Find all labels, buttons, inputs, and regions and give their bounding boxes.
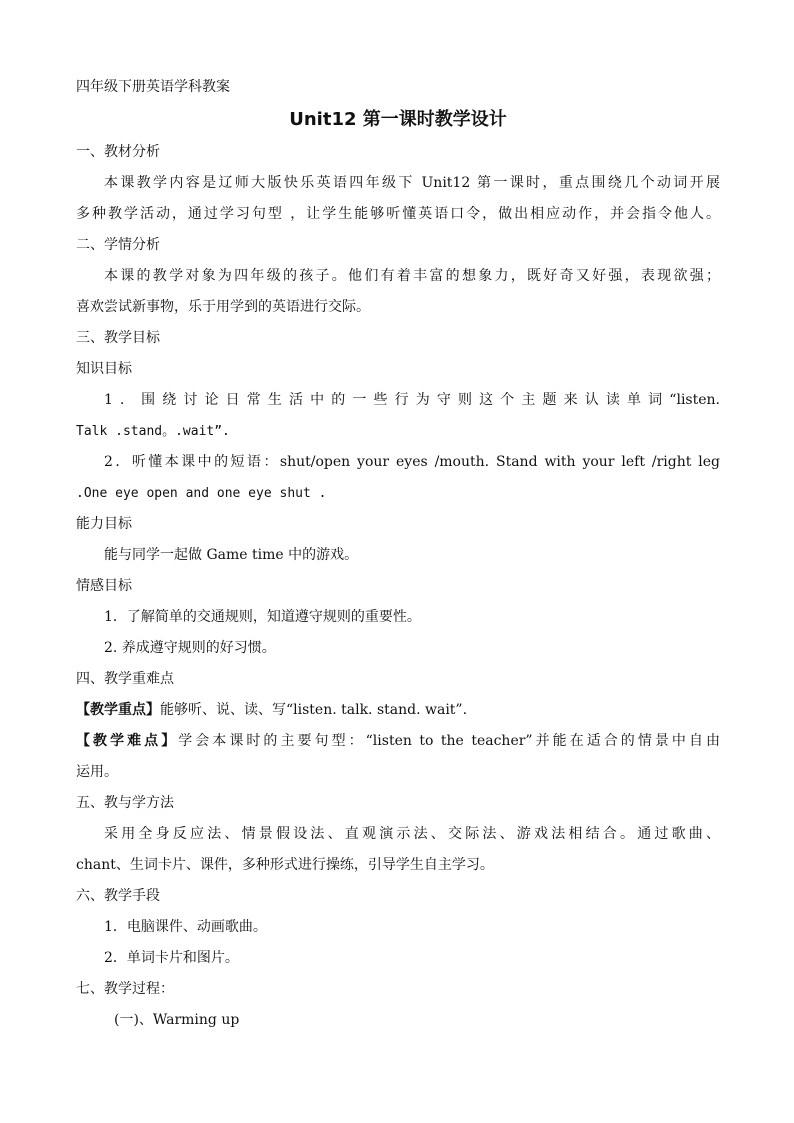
- section-heading-students: 二、学情分析: [76, 237, 160, 253]
- document-title: Unit12 第一课时教学设计: [289, 109, 507, 130]
- document-page: [76, 72, 720, 1036]
- emotion-item-2: 2. 养成遵守规则的好习惯。: [104, 640, 276, 656]
- paragraph-students-1: 本课的教学对象为四年级的孩子。他们有着丰富的想象力，既好奇又好强，表现欲强；: [104, 268, 720, 284]
- knowledge-item-1a: 1．围绕讨论日常生活中的一些行为守则这个主题来认读单词“listen.: [104, 392, 720, 408]
- means-item-1: 1．电脑课件、动画歌曲。: [104, 919, 267, 935]
- paragraph-methods-2: chant、生词卡片、课件，多种形式进行操练，引导学生自主学习。: [76, 857, 494, 873]
- knowledge-item-2b: .One eye open and one eye shut .: [76, 486, 327, 501]
- difficulty-label: 【教学难点】: [76, 733, 179, 749]
- paragraph-students-2: 喜欢尝试新事物，乐于用学到的英语进行交际。: [76, 299, 370, 315]
- key-point-text: 能够听、说、读、写“listen. talk. stand. wait”.: [160, 702, 468, 718]
- knowledge-item-1b: Talk .stand。.wait”.: [76, 424, 230, 439]
- paragraph-methods-1: 采用全身反应法、情景假设法、直观演示法、交际法、游戏法相结合。通过歌曲、: [104, 826, 720, 842]
- section-heading-key-points: 四、教学重难点: [76, 671, 174, 687]
- process-step-1: (一)、Warming up: [114, 1012, 240, 1028]
- section-heading-materials: 一、教材分析: [76, 144, 160, 160]
- paragraph-materials-2: 多种教学活动，通过学习句型 ，让学生能够听懂英语口令，做出相应动作，并会指令他人。: [76, 206, 720, 222]
- section-heading-process: 七、教学过程：: [76, 981, 174, 997]
- key-point-row: [76, 695, 720, 726]
- difficulty-row: [76, 726, 720, 757]
- difficulty-text-2: 运用。: [76, 764, 118, 780]
- document-header: 四年级下册英语学科教案: [76, 79, 230, 95]
- difficulty-text: 学会本课时的主要句型：“listen to the teacher”并能在适合的情景中自由: [178, 733, 720, 749]
- ability-item-1: 能与同学一起做 Game time 中的游戏。: [104, 547, 359, 563]
- subheading-emotion: 情感目标: [76, 578, 132, 594]
- section-heading-objectives: 三、教学目标: [76, 330, 160, 346]
- subheading-knowledge: 知识目标: [76, 361, 132, 377]
- emotion-item-1: 1．了解简单的交通规则，知道遵守规则的重要性。: [104, 609, 421, 625]
- means-item-2: 2．单词卡片和图片。: [104, 950, 239, 966]
- key-point-label: 【教学重点】: [76, 702, 160, 718]
- subheading-ability: 能力目标: [76, 516, 132, 532]
- section-heading-means: 六、教学手段: [76, 888, 160, 904]
- paragraph-materials-1: 本课教学内容是辽师大版快乐英语四年级下 Unit12 第一课时，重点围绕几个动词开展: [104, 175, 720, 191]
- section-heading-methods: 五、教与学方法: [76, 795, 174, 811]
- knowledge-item-2a: 2．听懂本课中的短语：shut/open your eyes /mouth. Stand with your left /right leg: [104, 454, 720, 470]
